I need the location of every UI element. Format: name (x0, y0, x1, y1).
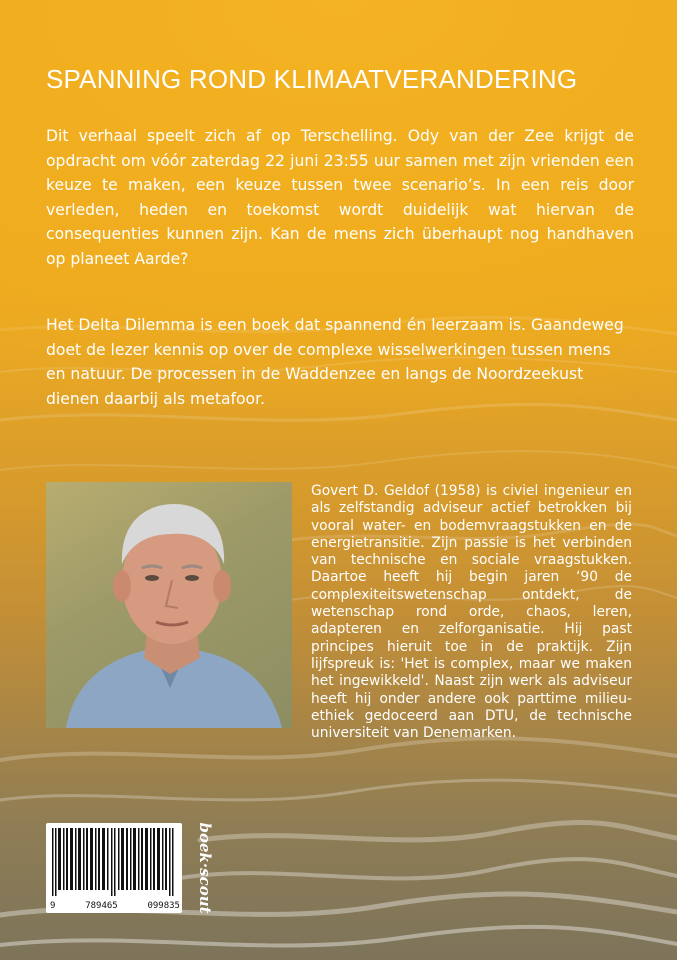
isbn-barcode (46, 823, 182, 913)
synopsis-paragraph: Dit verhaal speelt zich af op Terschelling. Ody van der Zee krijgt de opdracht om vóór zaterdag 22 juni 23:55 uur samen met zijn vrienden een keuze te maken, een keuze tussen twee scenario’s. In een reis door verleden, heden en toekomst wordt duidelijk wat hiervan de consequenties kunnen zijn. Kan de mens zich überhaupt nog handhaven op planeet Aarde? (46, 127, 634, 268)
barcode-bars (52, 828, 176, 896)
publisher-name: boek·scout (196, 822, 214, 914)
author-photo (46, 482, 292, 728)
publisher-logo (196, 822, 214, 914)
author-bio: Govert D. Geldof (1958) is civiel ingenieur en als zelfstandig adviseur actief betrokken bij vooral water- en bodemvraagstukken en de energietransitie. Zijn passie is het verbinden van technische en sociale vraagstukken. Daartoe heeft hij begin jaren ‘90 de complexiteitswetenschap ontdekt, de wetenschap rond orde, chaos, leren, adapteren en zelforganisatie. Hij past principes hieruit toe in de praktijk. Zijn lijfspreuk is: 'Het is complex, maar we maken het ingewikkeld'. Naast zijn werk als adviseur heeft hij onder andere ook parttime milieu-ethiek gedoceerd aan DTU, de technische universiteit van Denemarken. (311, 483, 632, 742)
barcode-digit-prefix: 9 (50, 901, 56, 911)
description-paragraph: Het Delta Dilemma is een boek dat spannend én leerzaam is. Gaandeweg doet de lezer kennis op over de complexe wisselwerkingen tussen mens en natuur. De processen in de Waddenzee en langs de Noordzeekust dienen daarbij als metafoor. (46, 316, 624, 408)
barcode-digit-group-right: 099835 (147, 901, 180, 911)
barcode-digit-group-left: 789465 (85, 901, 118, 911)
book-title: SPANNING ROND KLIMAATVERANDERING (46, 64, 578, 94)
